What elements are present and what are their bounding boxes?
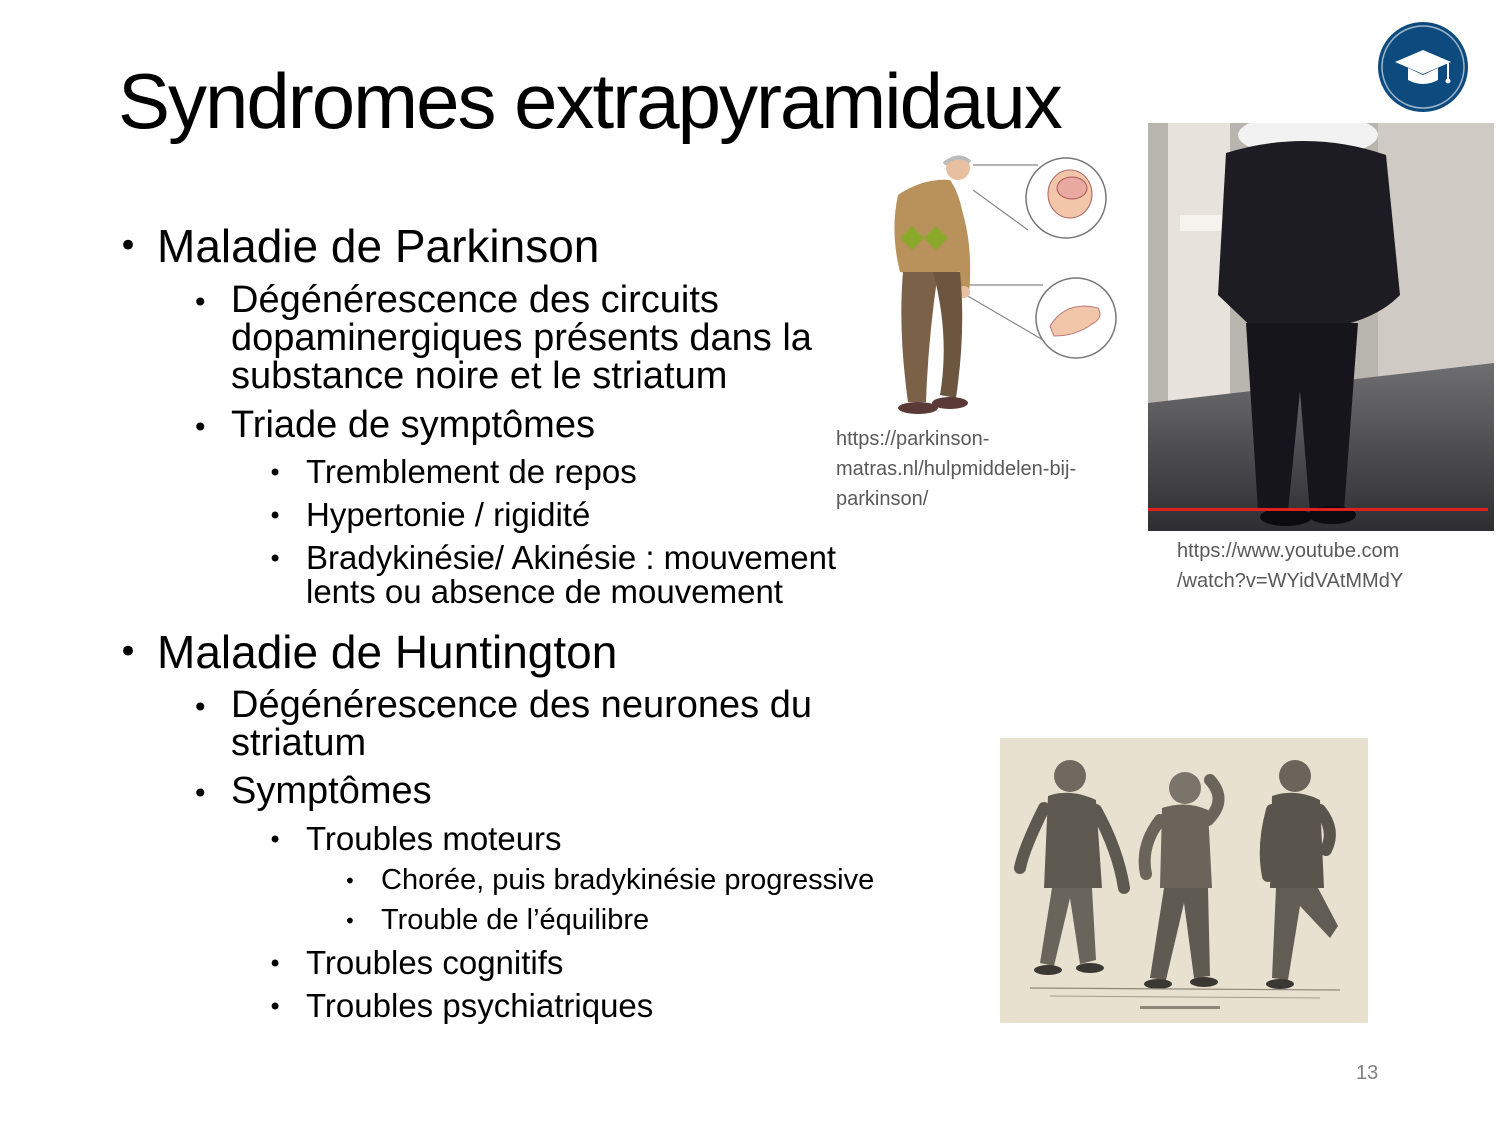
huntington-point-1-line-2: striatum bbox=[231, 722, 367, 764]
bullet-l3: • bbox=[268, 545, 283, 573]
bullet-l2: • bbox=[192, 286, 209, 319]
parkinson-point-1-line-1: Dégénérescence des circuits bbox=[231, 279, 719, 321]
bullet-l2: • bbox=[192, 777, 209, 810]
bullet-l2: • bbox=[192, 691, 209, 724]
symptom-choree: Chorée, puis bradykinésie progressive bbox=[381, 864, 875, 896]
youtube-source-caption[interactable] bbox=[1177, 536, 1403, 596]
parkinson-source-caption bbox=[836, 424, 1076, 514]
symptom-equilibre: Trouble de l’équilibre bbox=[381, 904, 650, 936]
bullet-l4: • bbox=[344, 869, 356, 893]
bullet-l1: • bbox=[118, 226, 139, 266]
video-still bbox=[1148, 123, 1494, 531]
bullet-l2: • bbox=[192, 411, 209, 444]
symptom-troubles-cognitifs: Troubles cognitifs bbox=[306, 944, 564, 981]
bullet-l1: • bbox=[118, 632, 139, 672]
page-number: 13 bbox=[1356, 1062, 1379, 1084]
slide-title: Syndromes extrapyramidaux bbox=[118, 57, 1061, 145]
bullet-l3: • bbox=[268, 502, 283, 530]
bullet-l3: • bbox=[268, 826, 283, 854]
caption-line: https://www.youtube.com bbox=[1177, 540, 1400, 562]
symptom-bradykinesie-line-1: Bradykinésie/ Akinésie : mouvement bbox=[306, 539, 837, 576]
parkinson-illustration bbox=[878, 150, 1123, 420]
bullet-l3: • bbox=[268, 950, 283, 978]
bullet-l3: • bbox=[268, 993, 283, 1021]
chorea-engraving bbox=[1000, 738, 1368, 1023]
caption-line: https://parkinson- bbox=[836, 428, 990, 450]
graduation-cap-icon bbox=[1378, 22, 1468, 112]
parkinson-point-2: Triade de symptômes bbox=[231, 404, 595, 446]
parkinson-point-1-line-3: substance noire et le striatum bbox=[231, 355, 728, 397]
symptom-troubles-psychiatriques: Troubles psychiatriques bbox=[306, 987, 654, 1024]
caption-line: parkinson/ bbox=[836, 488, 929, 510]
symptom-troubles-moteurs: Troubles moteurs bbox=[306, 820, 562, 857]
symptom-tremblement: Tremblement de repos bbox=[306, 453, 637, 490]
symptom-bradykinesie-line-2: lents ou absence de mouvement bbox=[306, 573, 783, 610]
symptom-hypertonie: Hypertonie / rigidité bbox=[306, 496, 591, 533]
bullet-l4: • bbox=[344, 909, 356, 933]
caption-line: matras.nl/hulpmiddelen-bij- bbox=[836, 458, 1077, 480]
huntington-point-1-line-1: Dégénérescence des neurones du bbox=[231, 684, 812, 726]
heading-parkinson: Maladie de Parkinson bbox=[157, 220, 600, 272]
heading-huntington: Maladie de Huntington bbox=[157, 626, 618, 678]
parkinson-point-1-line-2: dopaminergiques présents dans la bbox=[231, 317, 812, 359]
caption-line: /watch?v=WYidVAtMMdY bbox=[1177, 570, 1404, 592]
huntington-point-2: Symptômes bbox=[231, 770, 432, 812]
bullet-l3: • bbox=[268, 459, 283, 487]
